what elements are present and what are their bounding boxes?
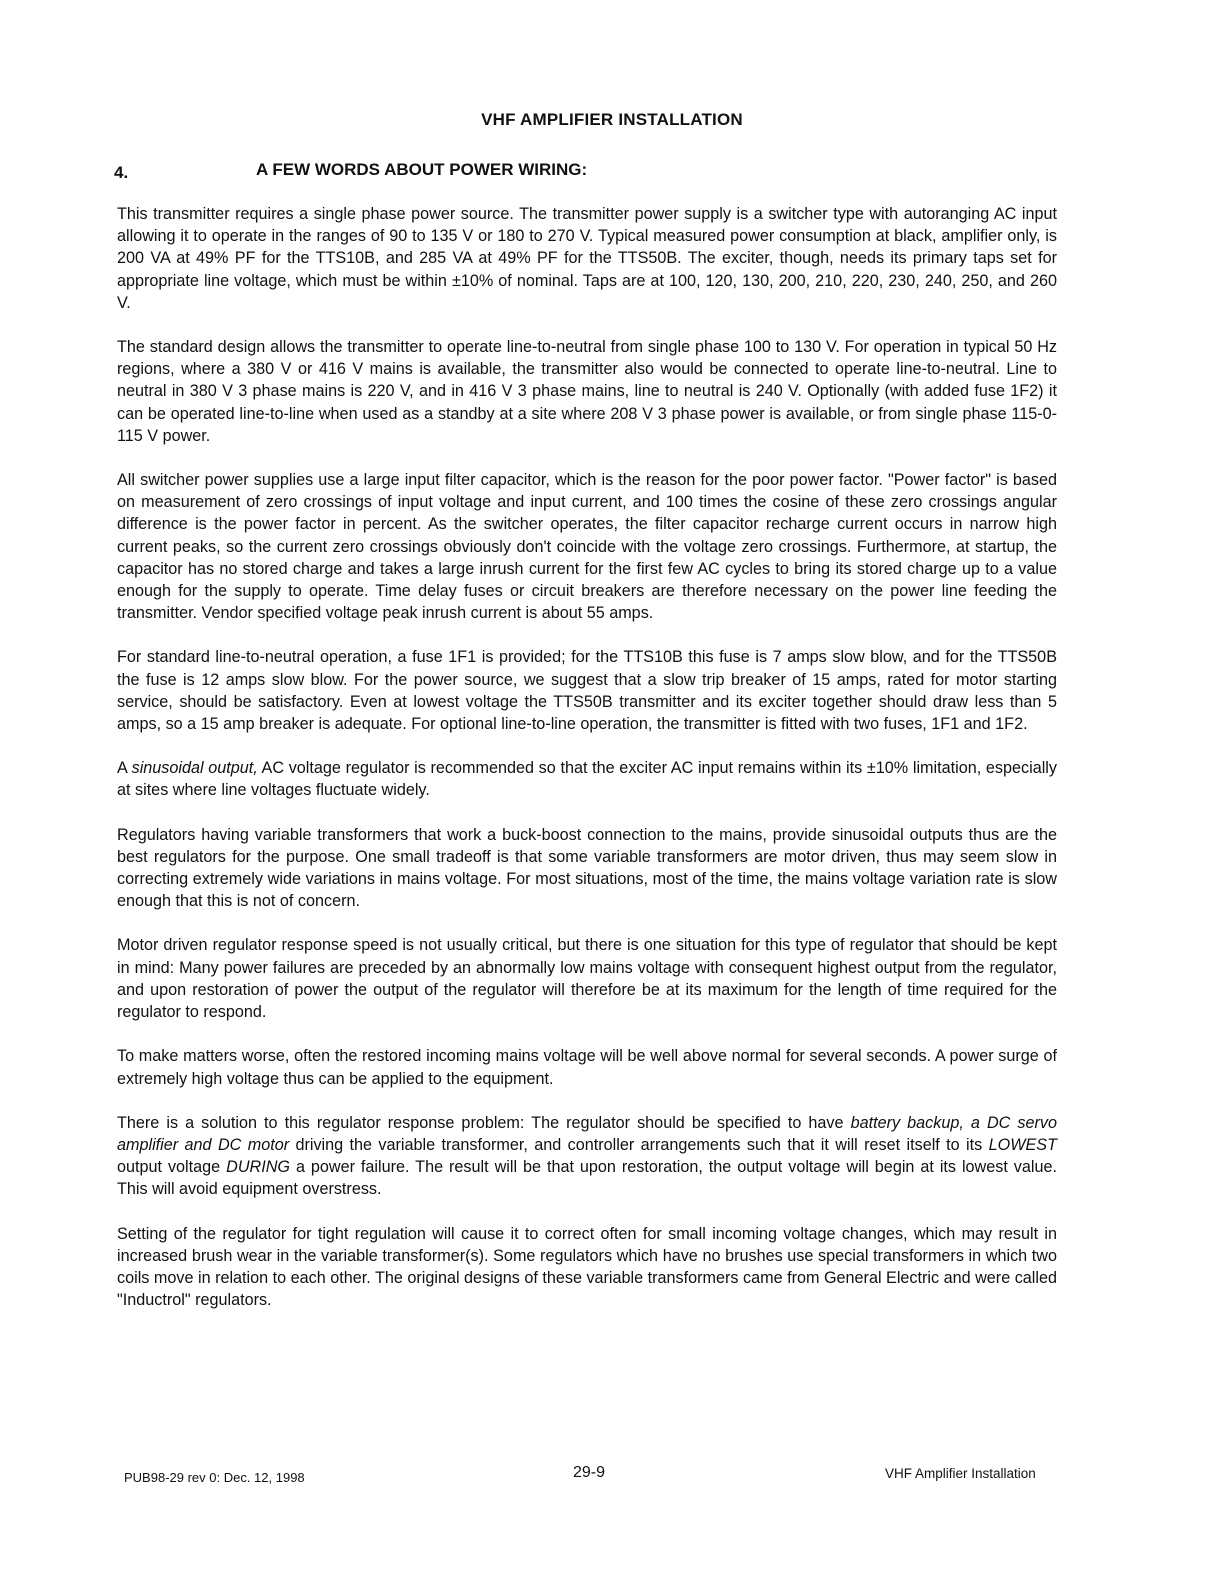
paragraph-solution [117,1112,1057,1201]
emphasis-text: DURING [226,1158,290,1177]
footer-document-title: VHF Amplifier Installation [885,1466,1036,1481]
emphasis-text: LOWEST [988,1135,1057,1154]
text-run: a power failure. The result will be that upon restoration, the output voltage will begin at its lowest value. This will avoid equipment overstress. [117,1158,1057,1199]
paragraph-fuses: For standard line-to-neutral operation, a fuse 1F1 is provided; for the TTS10B this fuse is 7 amps slow blow, and for the TTS50B the fuse is 12 amps slow blow. For the power source, we suggest that a slow trip breaker of 15 amps, rated for motor starting service, should be satisfactory. Even at lowest voltage the TTS50B transmitter and its exciter together should draw less than 5 amps, so a 15 amp breaker is adequate. For optional line-to-line operation, the transmitter is fitted with two fuses, 1F1 and 1F2. [117,648,1057,734]
emphasis-text: battery backup, a DC servo amplifier and DC motor [117,1113,1057,1154]
text-run: A [117,759,132,778]
emphasis-text: sinusoidal output, [131,759,258,778]
paragraph-motor-driven: Motor driven regulator response speed is not usually critical, but there is one situation for this type of regulator that should be kept in mind: Many power failures are preceded by an abnormally low mains voltage with consequent highest output from the regulator, and upon restoration of power the output of the regulator will therefore be at its maximum for the length of time required for the regulator to respond. [117,936,1057,1022]
page-title: VHF AMPLIFIER INSTALLATION [481,110,743,129]
paragraph-standard-design: The standard design allows the transmitter to operate line-to-neutral from single phase 100 to 130 V. For operation in typical 50 Hz regions, where a 380 V or 416 V mains is available, the transmitter also would be connected to operate line-to-neutral. Line to neutral in 380 V 3 phase mains is 220 V, and in 416 V 3 phase mains, line to neutral is 240 V. Optionally (with added fuse 1F2) it can be operated line-to-line when used as a standby at a site where 208 V 3 phase power is available, or from single phase 115-0-115 V power. [117,338,1057,445]
paragraph-sinusoidal-regulator [117,757,1057,801]
section-heading: A FEW WORDS ABOUT POWER WIRING: [256,160,588,179]
text-run: AC voltage regulator is recommended so that the exciter AC input remains within its ±10% limitation, especially at sites where line voltages fluctuate widely. [117,759,1057,800]
document-body [117,203,1057,1333]
footer-page-number: 29-9 [573,1464,606,1481]
text-run: driving the variable transformer, and controller arrangements such that it will reset itself to its [289,1135,989,1154]
footer-publication-id: PUB98-29 rev 0: Dec. 12, 1998 [124,1470,305,1485]
paragraph-variable-transformers: Regulators having variable transformers that work a buck-boost connection to the mains, provide sinusoidal outputs thus are the best regulators for the purpose. One small tradeoff is that some variable transformers are motor driven, thus may seem slow in correcting extremely wide variations in mains voltage. For most situations, most of the time, the mains voltage variation rate is slow enough that this is not of concern. [117,825,1057,911]
section-number: 4. [114,163,129,182]
text-run: There is a solution to this regulator response problem: The regulator should be specified to have [117,1113,851,1132]
paragraph-power-source: This transmitter requires a single phase power source. The transmitter power supply is a switcher type with autoranging AC input allowing it to operate in the ranges of 90 to 135 V or 180 to 270 V. Typical measured power consumption at black, amplifier only, is 200 VA at 49% PF for the TTS10B, and 285 VA at 49% PF for the TTS50B. The exciter, though, needs its primary taps set for appropriate line voltage, which must be within ±10% of nominal. Taps are at 100, 120, 130, 200, 210, 220, 230, 240, 250, and 260 V. [117,205,1057,312]
text-run: output voltage [117,1158,227,1177]
paragraph-tight-regulation: Setting of the regulator for tight regulation will cause it to correct often for small incoming voltage changes, which may result in increased brush wear in the variable transformer(s). Some regulators which have no brushes use special transformers in which two coils move in relation to each other. The original designs of these variable transformers came from General Electric and were called "Inductrol" regulators. [117,1224,1057,1310]
paragraph-power-surge: To make matters worse, often the restored incoming mains voltage will be well above normal for several seconds. A power surge of extremely high voltage thus can be applied to the equipment. [117,1047,1057,1088]
paragraph-power-factor: All switcher power supplies use a large input filter capacitor, which is the reason for the poor power factor. "Power factor" is based on measurement of zero crossings of input voltage and input current, and 100 times the cosine of these zero crossings angular difference is the power factor in percent. As the switcher operates, the filter capacitor recharge current occurs in narrow high current peaks, so the current zero crossings obviously don't coincide with the voltage zero crossings. Furthermore, at startup, the capacitor has no stored charge and takes a large inrush current for the first few AC cycles to bring its stored charge up to a value enough for the supply to operate. Time delay fuses or circuit breakers are therefore necessary on the power line feeding the transmitter. Vendor specified voltage peak inrush current is about 55 amps. [117,471,1057,623]
